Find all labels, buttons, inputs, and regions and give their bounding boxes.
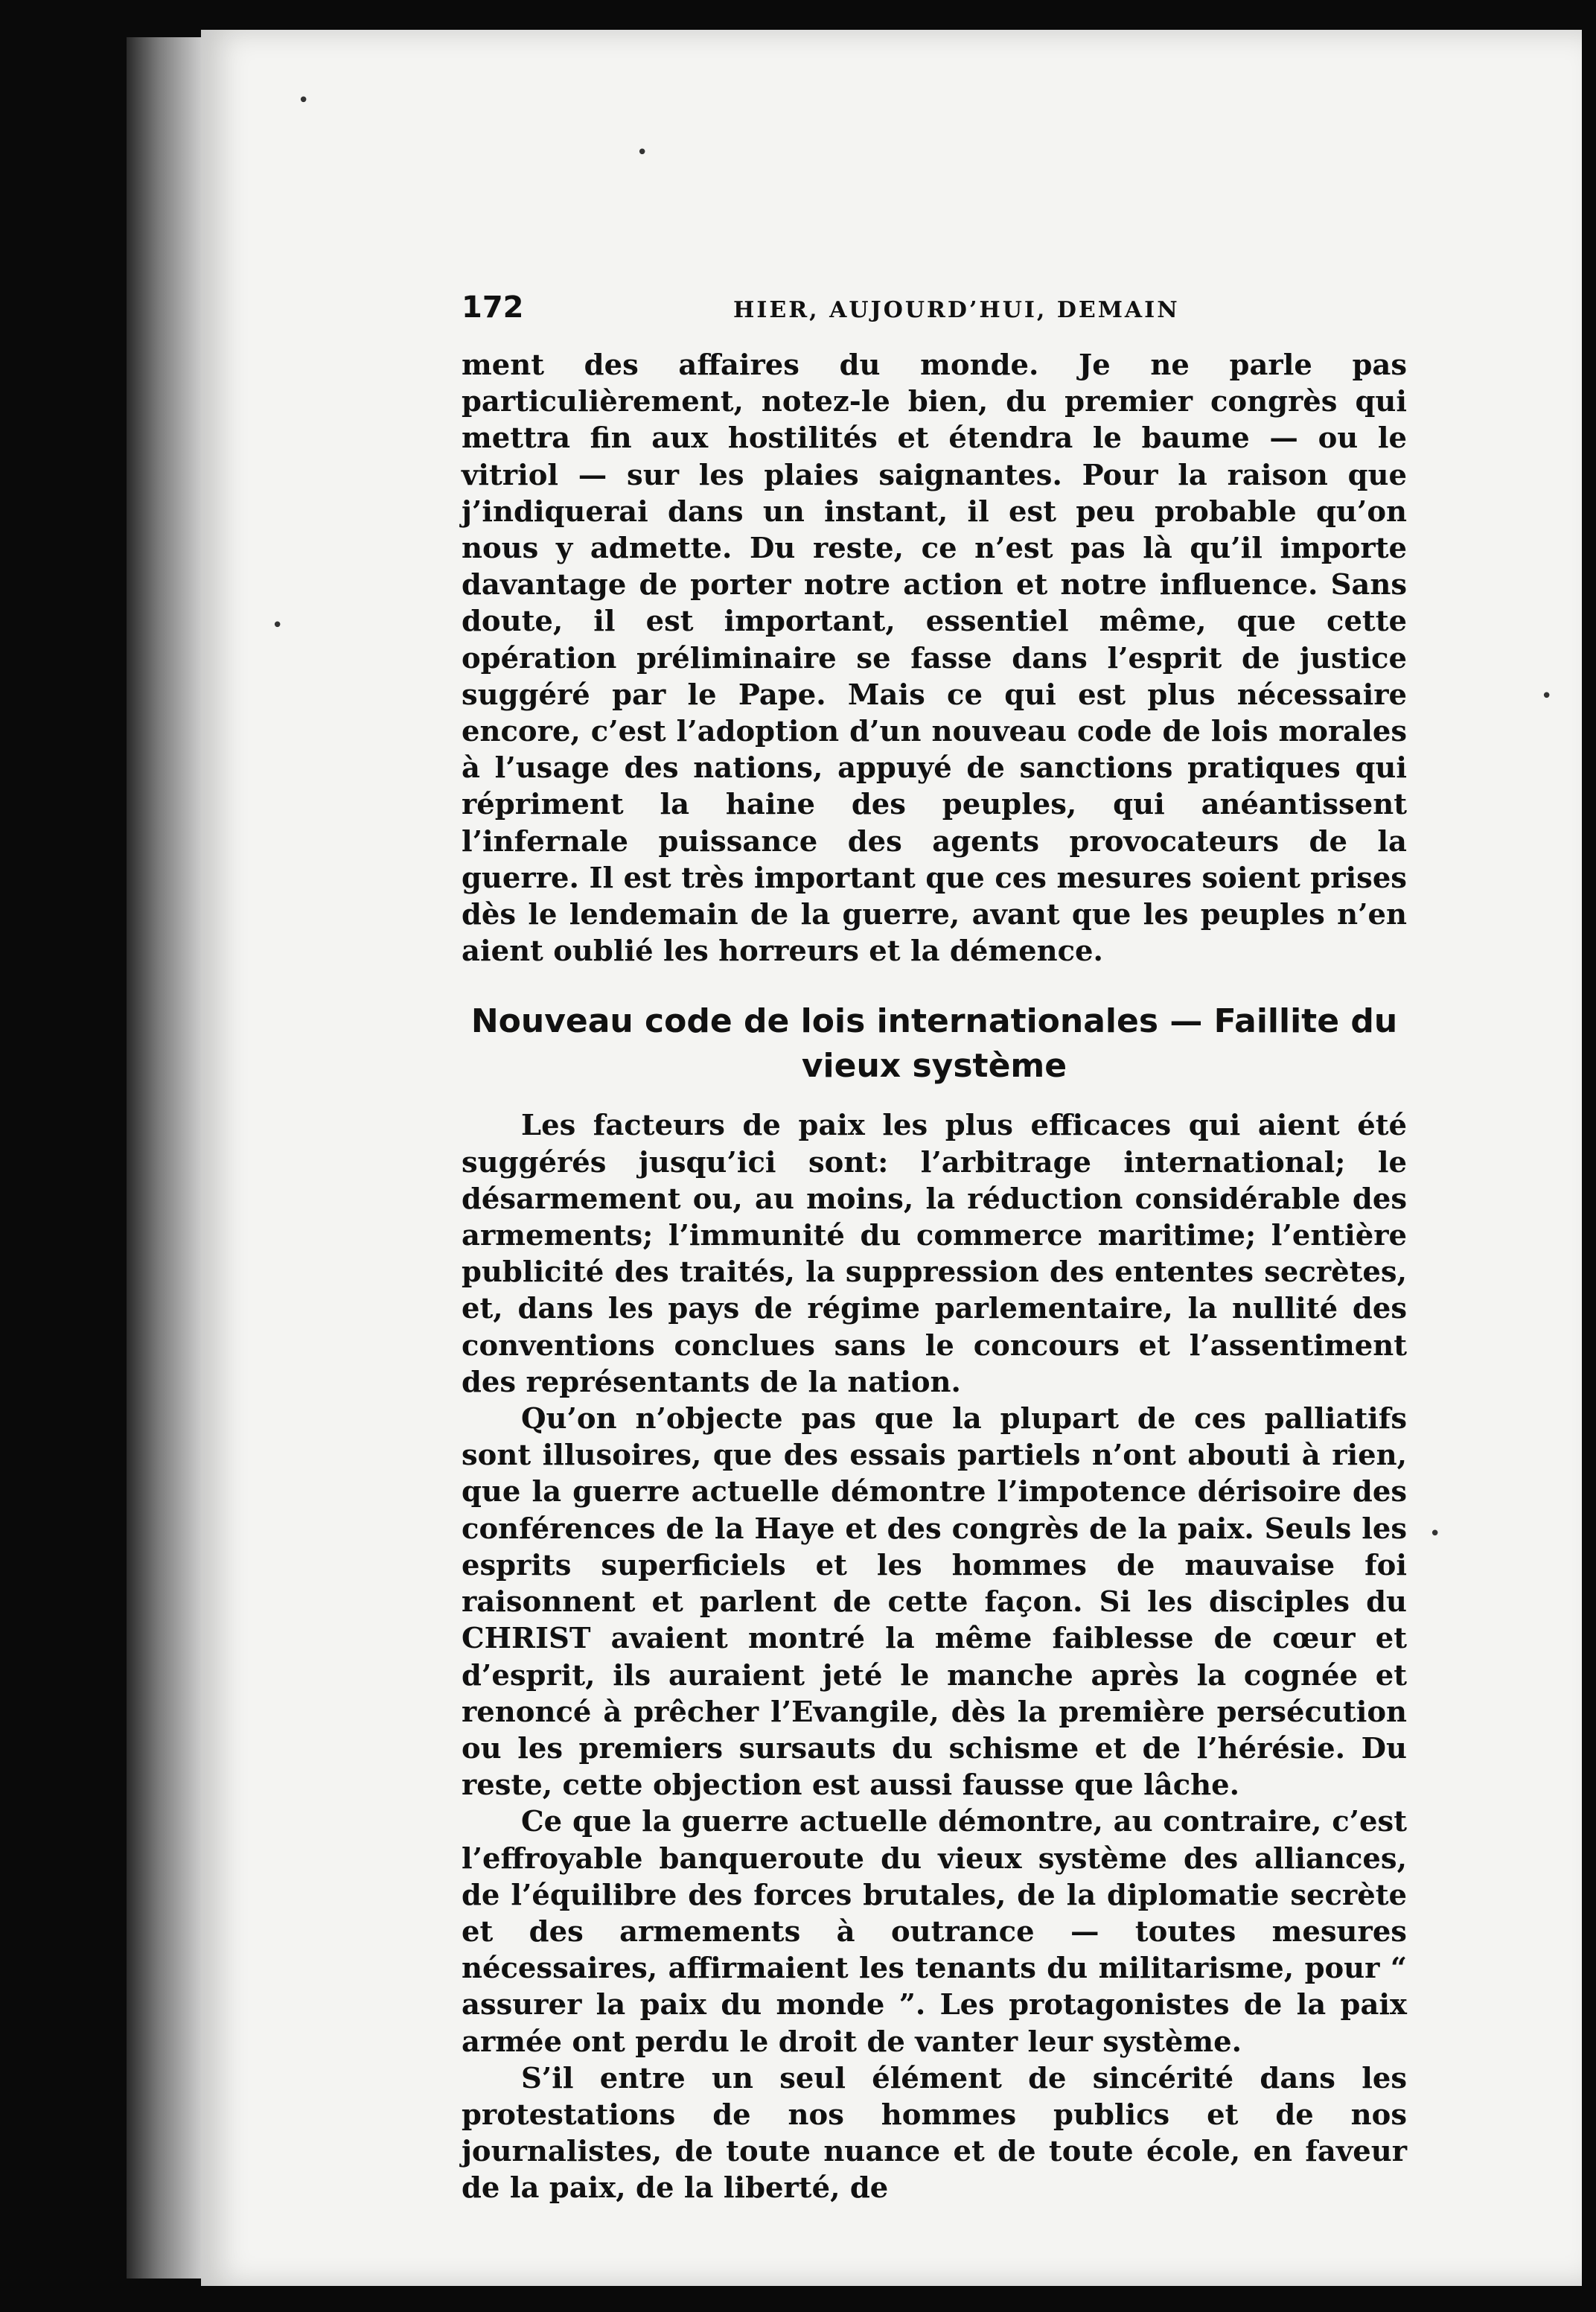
paragraph: Qu’on n’objecte pas que la plupart de ces palliatifs sont illusoires, que des essais partiels n’ont abouti à rien, que la guerre actuelle démontre l’impotence dérisoire des conférences de la Haye et des congrès de la paix. Seuls les esprits superficiels et les hommes de mauvaise foi raisonnent et parlent de cette façon. Si les disciples du CHRIST avaient montré la même faiblesse de cœur et d’esprit, ils auraient jeté le manche après la cognée et renoncé à prêcher l’Evangile, dès la première persécution ou les premiers sursauts du schisme et de l’hérésie. Du reste, cette objection est aussi fausse que lâche. (462, 1402, 1407, 1803)
margin-speck: • (1541, 685, 1553, 707)
margin-speck: • (298, 89, 310, 112)
paragraph: Ce que la guerre actuelle démontre, au contraire, c’est l’effroyable banqueroute du vieux système des alliances, de l’équilibre des forces brutales, de la diplomatie secrète et des armements à outrance — toutes mesures nécessaires, affirmaient les tenants du militarisme, pour “ assurer la paix du monde ”. Les protagonistes de la paix armée ont perdu le droit de vanter leur système. (462, 1805, 1407, 2059)
page-text (462, 290, 1407, 2207)
margin-speck: • (636, 141, 648, 164)
page-header (462, 290, 1407, 325)
margin-speck: • (1429, 1523, 1441, 1545)
page-number: 172 (462, 290, 524, 325)
margin-speck: • (272, 614, 284, 637)
paragraph: Les facteurs de paix les plus efficaces qui aient été suggérés jusqu’ici sont: l’arbitrage international; le désarmement ou, au moins, la réduction considérable des armements; l’immunité du commerce maritime; l’entière publicité des traités, la suppression des ententes secrètes, et, dans les pays de régime parlementaire, la nullité des conventions conclues sans le concours et l’assentiment des représentants de la nation. (462, 1109, 1407, 1399)
section-title: Nouveau code de lois internationales — Faillite du vieux système (470, 1002, 1398, 1086)
running-head: HIER, AUJOURD’HUI, DEMAIN (733, 297, 1180, 323)
paragraph: ment des affaires du monde. Je ne parle pas particulièrement, notez-le bien, du premier congrès qui mettra fin aux hostilités et étendra le baume — ou le vitriol — sur les plaies saignantes. Pour la raison que j’indiquerai dans un instant, il est peu probable qu’on nous y admette. Du reste, ce n’est pas là qu’il importe davantage de porter notre action et notre influence. Sans doute, il est important, essentiel même, que cette opération préliminaire se fasse dans l’esprit de justice suggéré par le Pape. Mais ce qui est plus nécessaire encore, c’est l’adoption d’un nouveau code de lois morales à l’usage des nations, appuyé de sanctions pratiques qui répriment la haine des peuples, qui anéantissent l’infernale puissance des agents provocateurs de la guerre. Il est très important que ces mesures soient prises dès le lendemain de la guerre, avant que les peuples n’en aient oublié les horreurs et la démence. (462, 348, 1407, 969)
paragraph: S’il entre un seul élément de sincérité dans les protestations de nos hommes publics et de nos journalistes, de toute nuance et de toute école, en faveur de la paix, de la liberté, de (462, 2061, 1407, 2206)
